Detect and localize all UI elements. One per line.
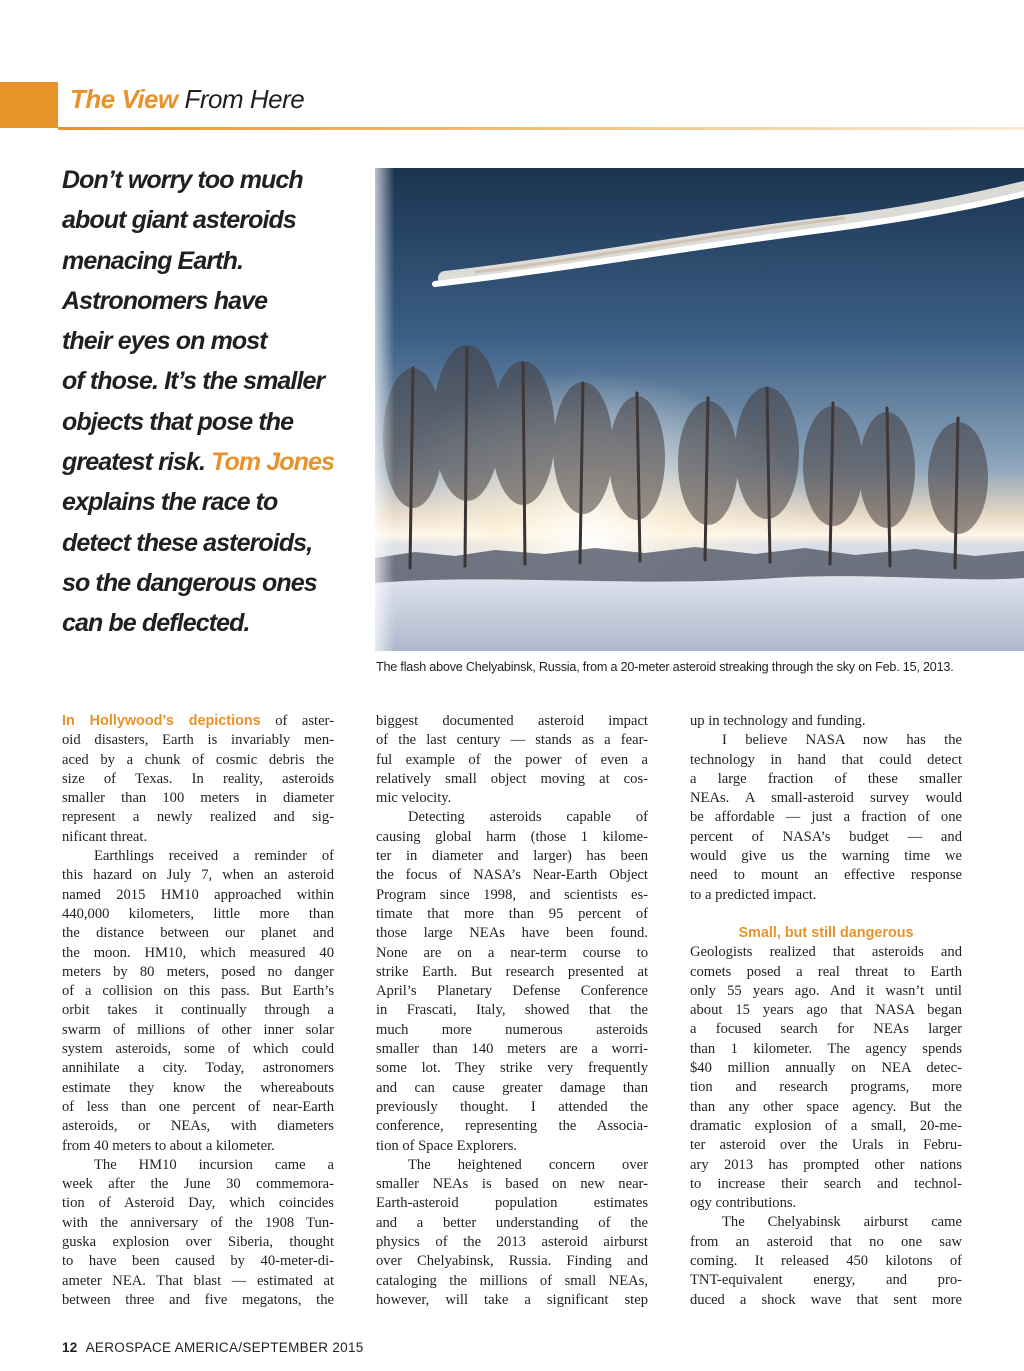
body-line: guska explosion over Siberia, thought: [62, 1234, 334, 1251]
body-line: asteroids, or NEAs, with diameters: [62, 1118, 334, 1135]
body-line: this hazard on July 7, when an asteroid: [62, 867, 334, 884]
body-line: [62, 712, 334, 731]
body-line: I believe NASA now has the: [722, 732, 962, 749]
body-line: percent of NASA’s budget — and: [690, 828, 962, 845]
author-name: Tom Jones: [211, 448, 335, 477]
body-line: Earth-asteroid population estimates: [376, 1195, 648, 1212]
deck-line: so the dangerous ones: [62, 568, 317, 597]
body-line: to have been caused by 40-meter-di-: [62, 1253, 334, 1270]
deck-line-text: greatest risk.: [62, 448, 212, 477]
body-line: ter in diameter and larger) has been: [376, 848, 648, 865]
body-line: would give us the warning time we: [690, 848, 962, 865]
body-line: Detecting asteroids capable of: [408, 809, 648, 826]
page-footer: [62, 1340, 364, 1355]
body-line: tion and research programs, more: [690, 1079, 962, 1096]
body-line: ter asteroid over the Urals in Febru-: [690, 1137, 962, 1154]
body-line: tion of Asteroid Day, which coincides: [62, 1195, 334, 1212]
body-line: ful example of the power of even a: [376, 751, 648, 768]
body-line: strike Earth. But research presented at: [376, 963, 648, 980]
body-line: NEAs. A small-asteroid survey would: [690, 790, 962, 807]
body-line: biggest documented asteroid impact: [376, 713, 648, 729]
body-line: The Chelyabinsk airburst came: [722, 1214, 962, 1231]
body-line: between three and five megatons, the: [62, 1291, 334, 1308]
deck-line: objects that pose the: [62, 407, 294, 436]
deck-line: can be deflected.: [62, 609, 250, 638]
article-column-2: [376, 712, 648, 1310]
body-line: the focus of NASA’s Near-Earth Object: [376, 867, 648, 884]
body-line: Geologists realized that asteroids and: [690, 944, 962, 961]
body-line: from an asteroid that no one saw: [690, 1233, 962, 1250]
body-line: TNT-equivalent energy, and pro-: [690, 1272, 962, 1289]
body-line: meters by 80 meters, posed no danger: [62, 963, 334, 980]
deck-line: menacing Earth.: [62, 246, 243, 275]
body-line: swarm of millions of other inner solar: [62, 1021, 334, 1038]
body-line: ogy contributions.: [690, 1195, 797, 1212]
body-line: mic velocity.: [376, 790, 452, 807]
body-line: ameter NEA. That blast — estimated at: [62, 1272, 334, 1289]
deck-line: of those. It’s the smaller: [62, 367, 325, 396]
body-line: $40 million annually on NEA detec-: [690, 1060, 962, 1077]
body-line: the moon. HM10, which measured 40: [62, 944, 334, 961]
body-line: None are on a near-term course to: [376, 944, 648, 961]
body-line: a large fraction of these smaller: [690, 770, 962, 787]
body-line: Earthlings received a reminder of: [94, 848, 334, 865]
body-line: to a predicted impact.: [690, 886, 817, 903]
body-line: comets posed a real threat to Earth: [690, 963, 962, 980]
body-line: dramatic explosion of a small, 20-me-: [690, 1117, 962, 1134]
deck-line: Don’t worry too much: [62, 166, 303, 194]
body-line: and a better understanding of the: [376, 1214, 648, 1231]
body-line: than any other space agency. But the: [690, 1098, 962, 1115]
body-line: physics of the 2013 asteroid airburst: [376, 1234, 648, 1251]
body-line: the distance between our planet and: [62, 925, 334, 942]
body-line: cataloging the millions of small NEAs,: [376, 1272, 648, 1289]
lead-in: In Hollywood’s depictions: [62, 713, 261, 729]
body-line: duced a shock wave that sent more: [690, 1291, 962, 1308]
body-line: week after the June 30 commemora-: [62, 1176, 334, 1193]
photo-caption: The flash above Chelyabinsk, Russia, from a 20-meter asteroid streaking through the sky on Feb. 15, 2013.: [376, 660, 954, 674]
body-line: much more numerous asteroids: [376, 1021, 648, 1038]
body-line: be affordable — just a fraction of one: [690, 809, 962, 826]
body-line: Program since 1998, and scientists es-: [376, 886, 648, 903]
body-line: those large NEAs have been found.: [376, 925, 648, 942]
body-line: up in technology and funding.: [690, 713, 866, 729]
body-line: tion of Space Explorers.: [376, 1137, 518, 1154]
body-line: ary 2013 has prompted other nations: [690, 1156, 962, 1173]
body-line: annihilate a city. Today, astronomers: [62, 1060, 334, 1077]
deck-line: about giant asteroids: [62, 206, 296, 235]
body-line: represent a newly realized and sig-: [62, 809, 334, 826]
body-line: only 55 years ago. And it wasn’t until: [690, 982, 962, 999]
body-line: timate that more than 95 percent of: [376, 905, 648, 922]
body-line: about 15 years ago that NASA began: [690, 1002, 962, 1019]
body-line: from 40 meters to about a kilometer.: [62, 1137, 275, 1154]
body-line: smaller than 100 meters in diameter: [62, 790, 334, 807]
body-line: size of Texas. In reality, asteroids: [62, 770, 334, 787]
deck-line: [62, 442, 362, 482]
body-line: with the anniversary of the 1908 Tun-: [62, 1214, 334, 1231]
body-line: than 1 kilometer. The agency spends: [690, 1040, 962, 1057]
chelyabinsk-photo: [375, 168, 1024, 651]
body-line: conference, representing the Associa-: [376, 1118, 648, 1135]
body-line: in Frascati, Italy, showed that the: [376, 1002, 648, 1019]
section-subhead: Small, but still dangerous: [738, 924, 914, 941]
body-line: some lot. They strike very frequently: [376, 1060, 648, 1077]
body-line: The heightened concern over: [408, 1156, 648, 1173]
body-line: coming. It released 450 kilotons of: [690, 1253, 962, 1270]
body-line: technology in hand that could detect: [690, 751, 962, 768]
deck-line: detect these asteroids,: [62, 528, 313, 557]
body-line: orbit takes it continually through a: [62, 1002, 334, 1019]
body-line: of a collision on this pass. But Earth’s: [62, 983, 334, 1000]
body-line: however, will take a significant step: [376, 1291, 648, 1308]
section-title: [70, 84, 304, 115]
page-number: 12: [62, 1340, 78, 1355]
section-title-rest: From Here: [184, 84, 305, 114]
body-line: The HM10 incursion came a: [94, 1156, 334, 1173]
article-column-1: [62, 712, 334, 1310]
article-deck: [62, 160, 362, 644]
body-line: of less than one percent of near-Earth: [62, 1098, 334, 1115]
body-line: smaller NEAs is based on new near-: [376, 1176, 648, 1193]
body-line: causing global harm (those 1 kilome-: [376, 828, 648, 845]
body-line: relatively small object moving at cos-: [376, 770, 648, 787]
body-line: named 2015 HM10 approached within: [62, 886, 334, 903]
body-line: 440,000 kilometers, little more than: [62, 905, 334, 922]
body-line: smaller than 140 meters are a worri-: [376, 1041, 648, 1058]
publication-name: AEROSPACE AMERICA/SEPTEMBER 2015: [85, 1340, 364, 1355]
body-line: to increase their search and technol-: [690, 1175, 962, 1192]
body-line: system asteroids, some of which could: [62, 1041, 334, 1058]
header-accent-bar: [0, 82, 58, 128]
body-line: and can cause greater damage than: [376, 1079, 648, 1096]
body-line: a focused search for NEAs larger: [690, 1021, 962, 1038]
deck-line: explains the race to: [62, 488, 278, 517]
deck-line: their eyes on most: [62, 327, 267, 356]
body-line: previously thought. I attended the: [376, 1098, 648, 1115]
body-line: nificant threat.: [62, 828, 148, 845]
body-text: of aster-: [260, 713, 334, 729]
body-line: estimate they know the whereabouts: [62, 1079, 334, 1096]
body-line: of the last century — stands as a fear-: [376, 732, 648, 749]
body-line: April’s Planetary Defense Conference: [376, 983, 648, 1000]
body-line: over Chelyabinsk, Russia. Finding and: [376, 1253, 648, 1270]
section-title-accent: The View: [70, 84, 178, 114]
deck-line: Astronomers have: [62, 286, 268, 315]
body-line: aced by a chunk of cosmic debris the: [62, 751, 334, 768]
body-line: need to mount an effective response: [690, 867, 962, 884]
header-rule: [58, 127, 1024, 130]
article-column-3: [690, 712, 962, 1310]
body-line: oid disasters, Earth is invariably men-: [62, 732, 334, 749]
